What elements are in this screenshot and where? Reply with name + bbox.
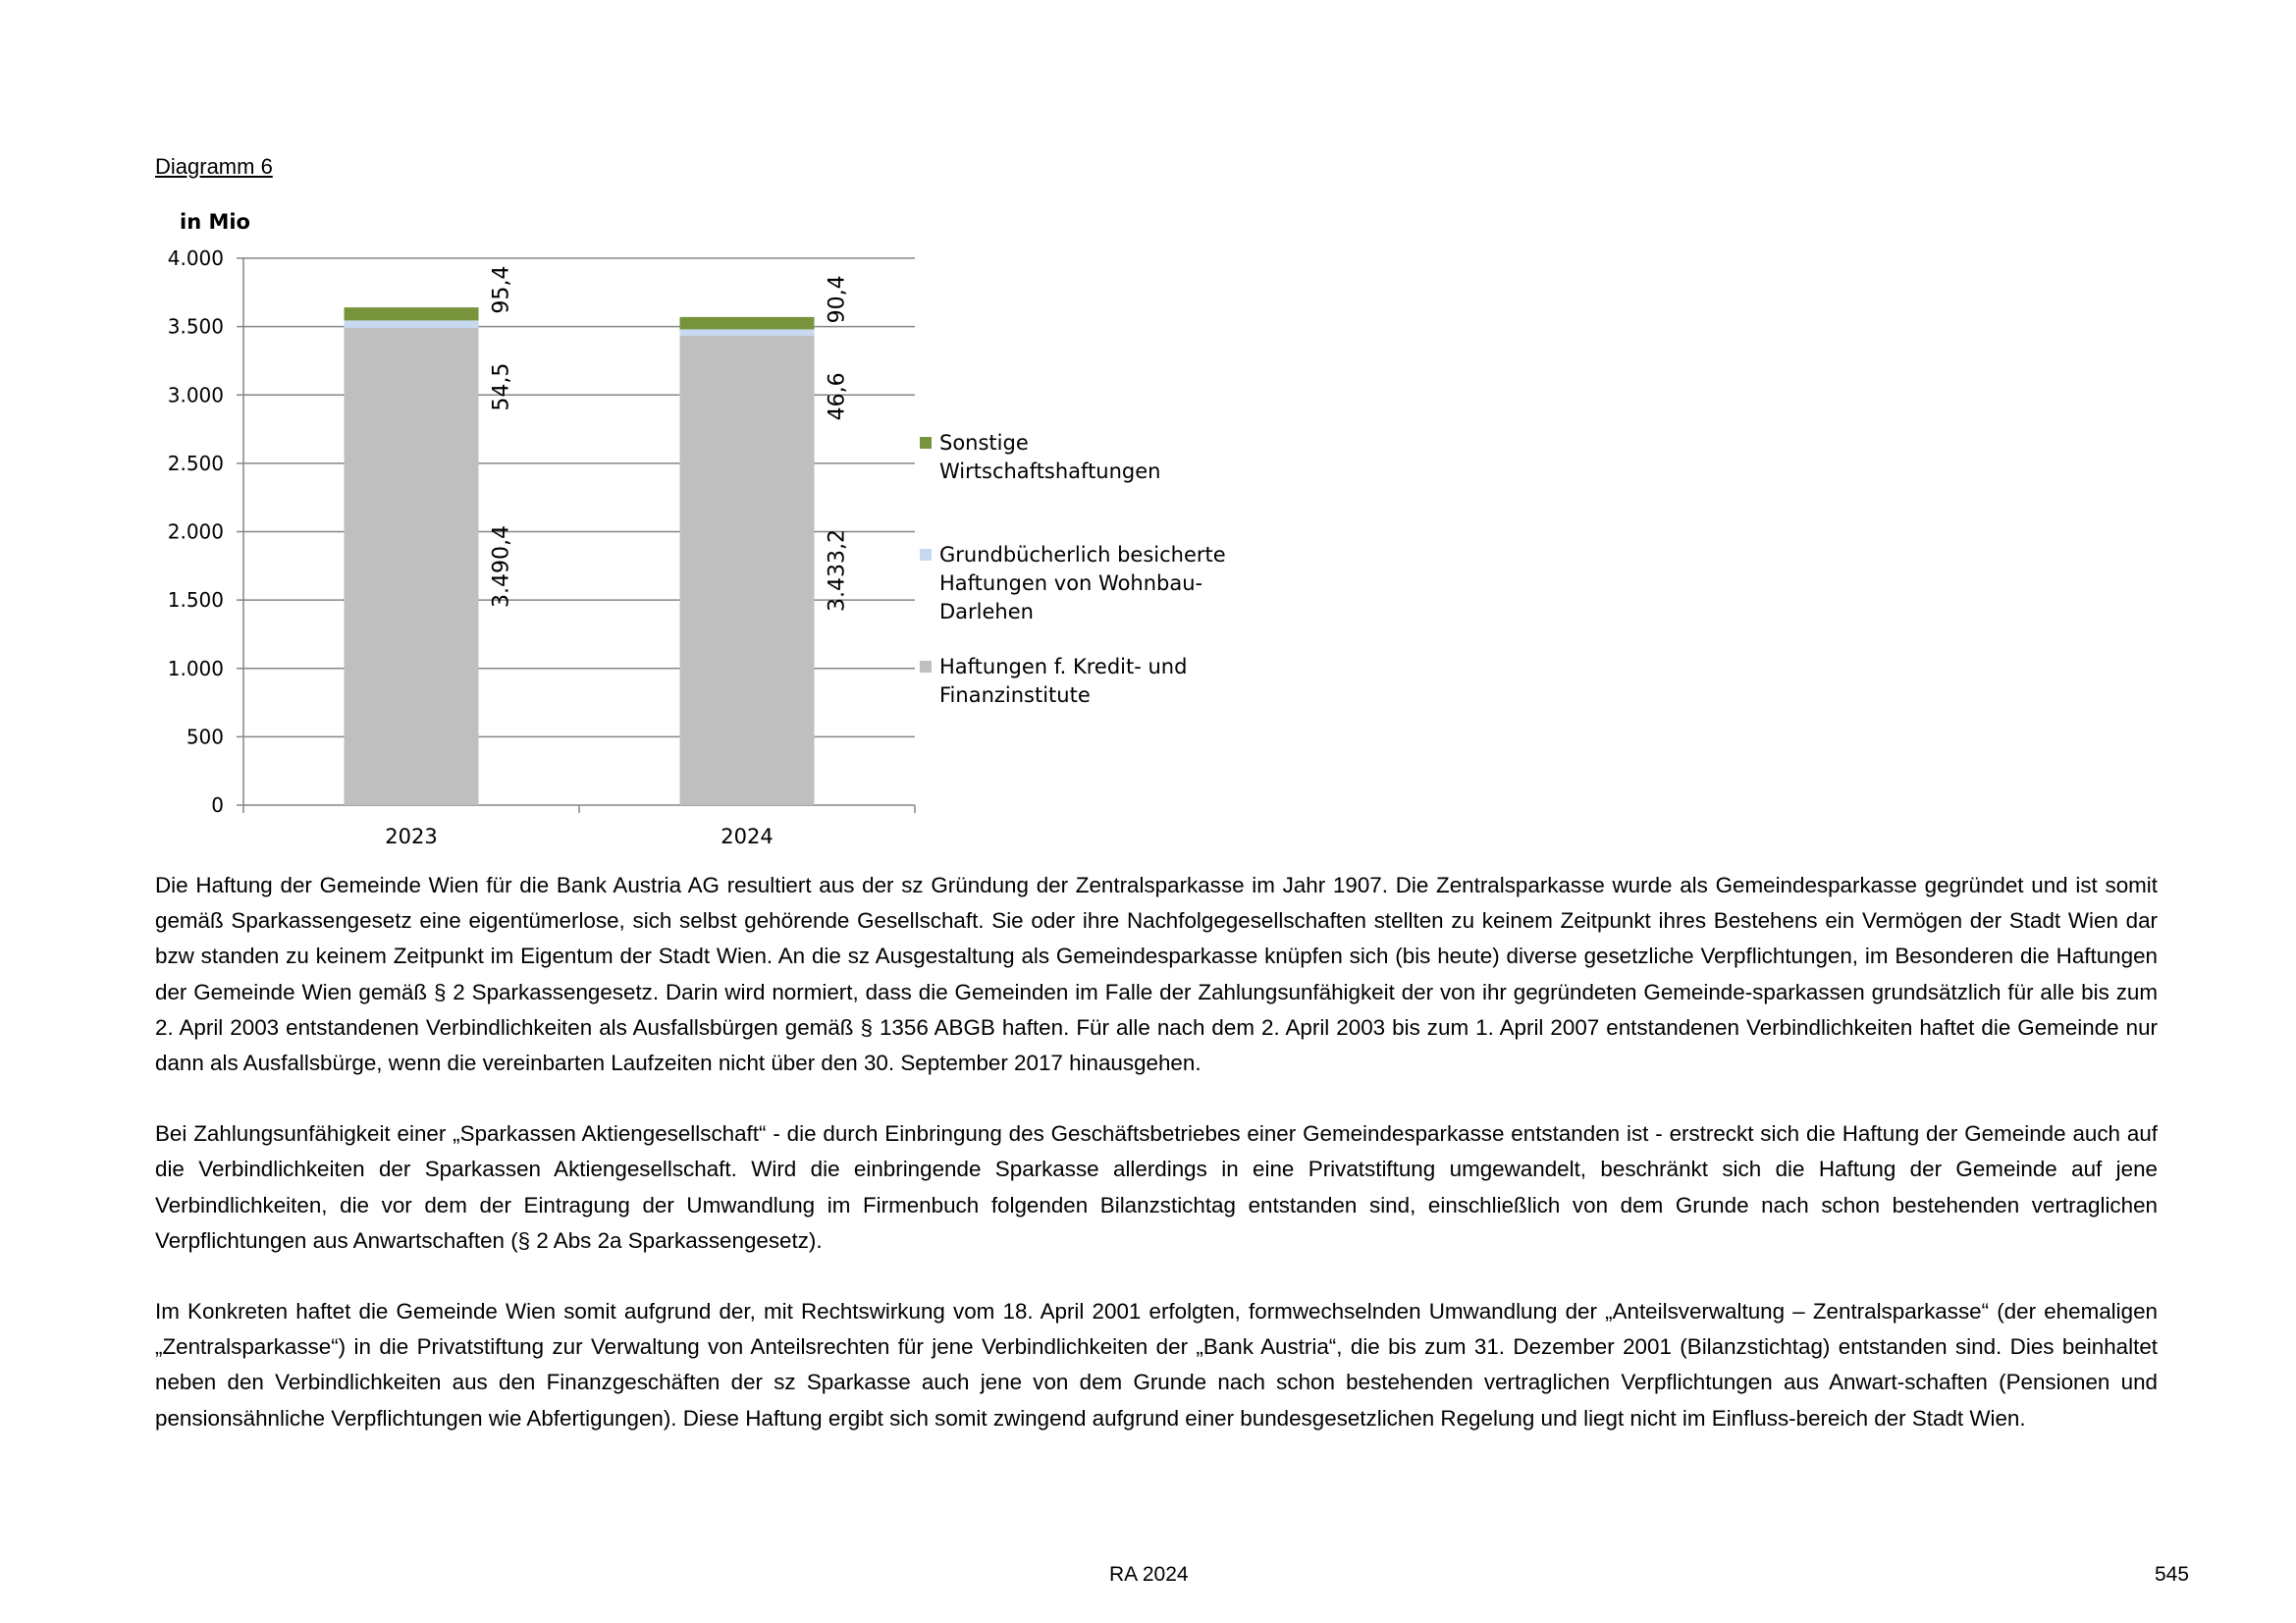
bar-segment-2024-1 (680, 336, 815, 805)
stacked-bar-chart (0, 0, 1276, 864)
y-unit-label: in Mio (180, 210, 250, 234)
y-tick-label: 2.000 (167, 519, 224, 544)
x-tick-label: 2023 (385, 825, 438, 848)
legend-label-1: Finanzinstitute (939, 683, 1091, 707)
data-label-2024-3: 90,4 (825, 275, 850, 324)
y-tick-label: 1.500 (167, 588, 224, 613)
body-text (155, 868, 2158, 1472)
legend-label-1: Haftungen f. Kredit- und (939, 655, 1188, 678)
legend-label-2: Grundbücherlich besicherte (939, 543, 1226, 567)
legend-swatch-1 (920, 661, 932, 673)
x-tick-label: 2024 (721, 825, 774, 848)
y-tick-label: 0 (211, 793, 224, 817)
paragraph-2: Bei Zahlungsunfähigkeit einer „Sparkassen Aktiengesellschaft“ - die durch Einbringung des Geschäftsbetriebes einer Gemeindesparkasse entstanden ist - erstreckt sich die Haftung der Gemeinde auch auf die Verbindlichkeiten der Sparkassen Aktiengesellschaft. Wird die einbringende Sparkasse allerdings in eine Privatstiftung umgewandelt, beschränkt sich die Haftung der Gemeinde auf jene Verbindlichkeiten, die vor dem der Eintragung der Umwandlung im Firmenbuch folgenden Bilanzstichtag entstanden sind, einschließlich von dem Grunde nach schon bestehenden vertraglichen Verpflichtungen aus Anwartschaften (§ 2 Abs 2a Sparkassengesetz). (155, 1121, 2158, 1253)
data-label-2024-2: 46,6 (825, 372, 850, 421)
bar-segment-2023-1 (345, 328, 479, 805)
y-tick-label: 3.000 (167, 383, 224, 407)
legend-label-2: Haftungen von Wohnbau- (939, 571, 1203, 595)
y-tick-label: 4.000 (167, 246, 224, 270)
y-tick-label: 3.500 (167, 314, 224, 339)
data-label-2023-3: 95,4 (489, 265, 514, 314)
y-tick-label: 500 (186, 725, 224, 749)
bar-segment-2024-3 (680, 317, 815, 330)
bar-segment-2023-2 (345, 320, 479, 328)
legend-swatch-2 (920, 549, 932, 561)
legend-swatch-3 (920, 437, 932, 449)
legend-label-3: Sonstige (939, 431, 1029, 455)
y-tick-label: 2.500 (167, 451, 224, 475)
data-label-2023-2: 54,5 (489, 362, 514, 411)
y-tick-label: 1.000 (167, 656, 224, 680)
footer-page-number: 545 (2155, 1563, 2190, 1586)
paragraph-1: Die Haftung der Gemeinde Wien für die Bank Austria AG resultiert aus der sz Gründung der Zentralsparkasse im Jahr 1907. Die Zentralsparkasse wurde als Gemeindesparkasse gegründet und ist somit gemäß Sparkassengesetz eine eigentümerlose, sich selbst gehörende Gesellschaft. Sie oder ihre Nachfolgegesellschaften stellten zu keinem Zeitpunkt ihres Bestehens ein Vermögen der Stadt Wien dar bzw standen zu keinem Zeitpunkt im Eigentum der Stadt Wien. An die sz Ausgestaltung als Gemeindesparkasse knüpfen sich (bis heute) diverse gesetzliche Verpflichtungen, im Besonderen die Haftungen der Gemeinde Wien gemäß § 2 Sparkassengesetz. Darin wird normiert, dass die Gemeinden im Falle der Zahlungsunfähigkeit der von ihr gegründeten Gemeinde-sparkassen grundsätzlich für alle bis zum 2. April 2003 entstandenen Verbindlichkeiten als Ausfallsbürgen gemäß § 1356 ABGB haften. Für alle nach dem 2. April 2003 bis zum 1. April 2007 entstandenen Verbindlichkeiten haftet die Gemeinde nur dann als Ausfallsbürge, wenn die vereinbarten Laufzeiten nicht über den 30. September 2017 hinausgehen. (155, 873, 2158, 1076)
legend-label-2: Darlehen (939, 600, 1034, 623)
data-label-2023-1: 3.490,4 (489, 524, 514, 608)
legend-label-3: Wirtschaftshaftungen (939, 460, 1161, 483)
bar-segment-2023-3 (345, 307, 479, 320)
data-label-2024-1: 3.433,2 (825, 528, 850, 612)
bar-segment-2024-2 (680, 329, 815, 335)
diagram-label: Diagramm 6 (155, 154, 273, 179)
paragraph-3: Im Konkreten haftet die Gemeinde Wien somit aufgrund der, mit Rechtswirkung vom 18. April 2001 erfolgten, formwechselnden Umwandlung der „Anteilsverwaltung – Zentralsparkasse“ (der ehemaligen „Zentralsparkasse“) in die Privatstiftung zur Verwaltung von Anteilsrechten für jene Verbindlichkeiten der „Bank Austria“, die bis zum 31. Dezember 2001 (Bilanzstichtag) entstanden sind. Dies beinhaltet neben den Verbindlichkeiten aus den Finanzgeschäften der sz Sparkasse auch jene von dem Grunde nach schon bestehenden vertraglichen Verpflichtungen aus Anwart-schaften (Pensionen und pensionsähnliche Verpflichtungen wie Abfertigungen). Diese Haftung ergibt sich somit zwingend aufgrund einer bundesgesetzlichen Regelung und liegt nicht im Einfluss-bereich der Stadt Wien. (155, 1299, 2158, 1431)
footer-report-label: RA 2024 (1109, 1563, 1189, 1586)
